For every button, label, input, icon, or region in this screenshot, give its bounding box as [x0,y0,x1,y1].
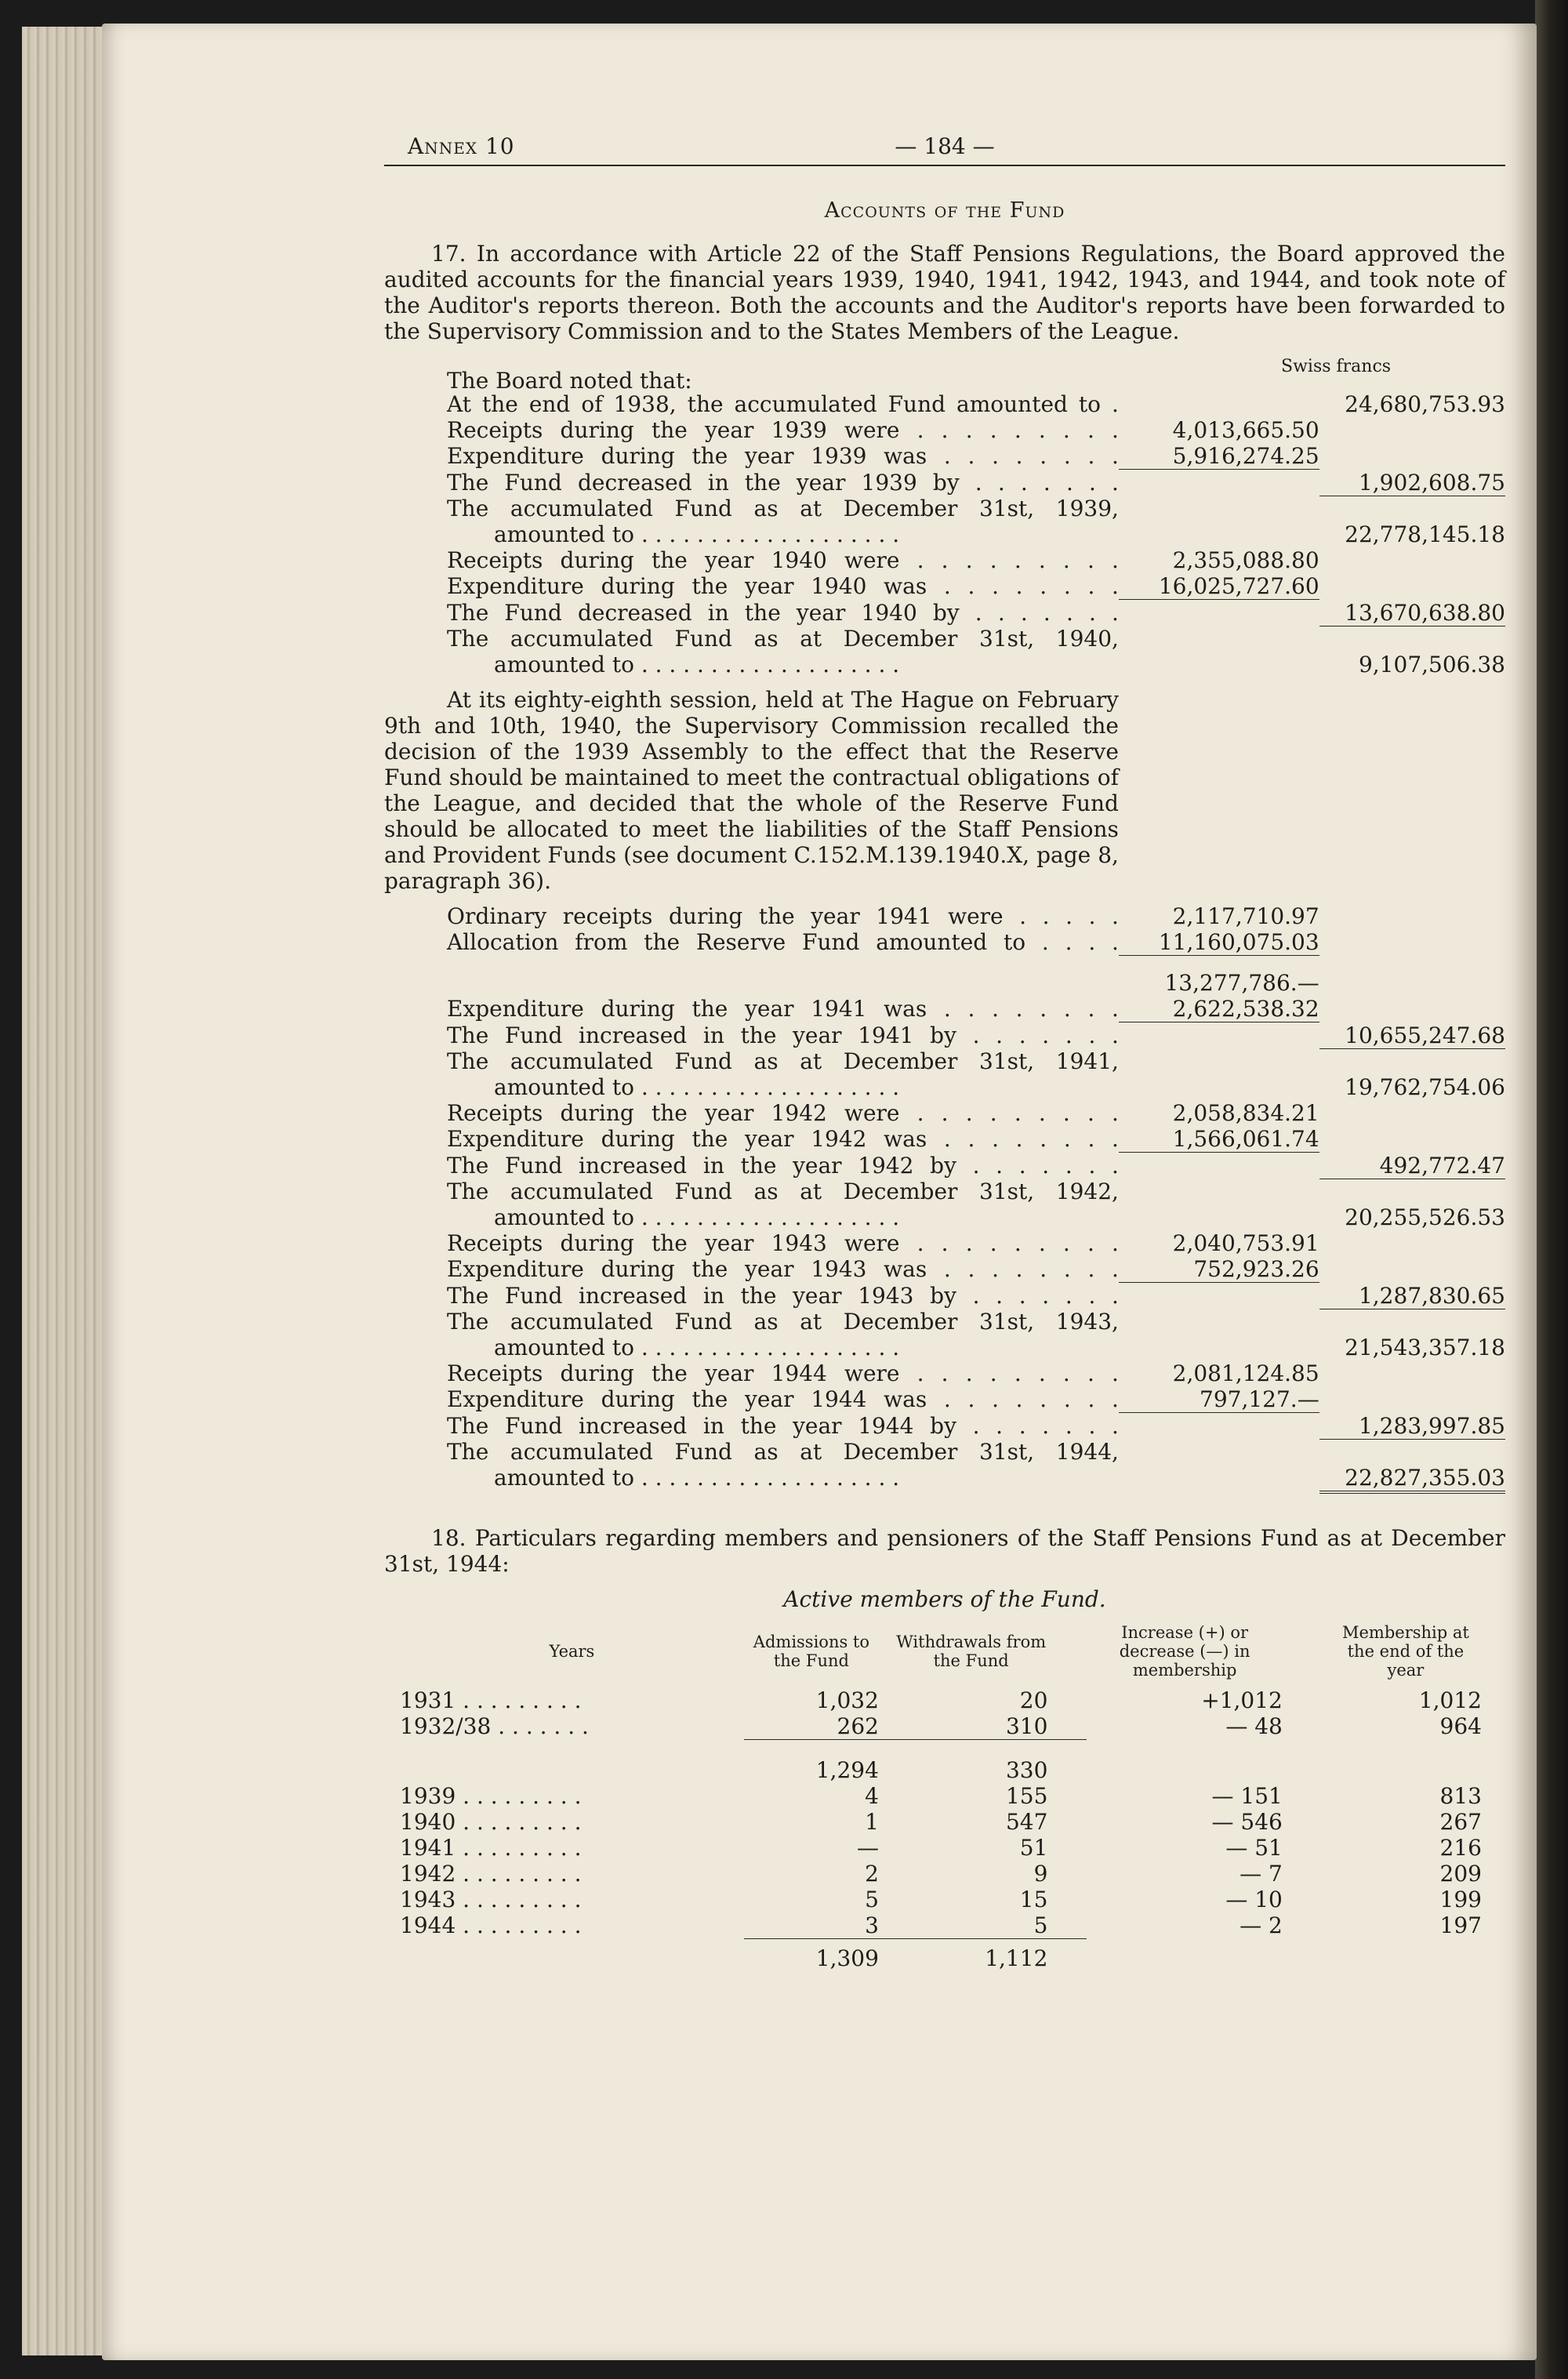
ledger-label-continued: amounted to . . . . . . . . . . . . . . . . . . . [494,521,900,547]
withdrawals-cell: 5 [895,1912,1087,1939]
ledger-amount: 2,622,538.32 [1119,996,1319,1022]
ledger-label: The Fund increased in the year 1944 by . . . . . . . [447,1412,1119,1439]
ledger-label: Receipts during the year 1942 were . . . . . . . . . [447,1100,1119,1126]
ledger-label-continued: amounted to . . . . . . . . . . . . . . . . . . . [494,1204,900,1230]
admissions-cell: — [856,1835,879,1861]
ledger-label-continued: amounted to . . . . . . . . . . . . . . . . . . . [494,1465,900,1491]
table-row [384,1713,1505,1740]
ledger-total: 1,287,830.65 [1319,1283,1505,1309]
ledger-row [384,391,1505,417]
ledger-row [384,1074,1505,1100]
total-row [384,1939,1505,1972]
ledger-label: The accumulated Fund as at December 31st, 1939, [447,496,1119,521]
ledger-label: The accumulated Fund as at December 31st, 1940, [447,626,1119,652]
table-row [384,1687,1505,1713]
withdrawals-total: 1,112 [985,1945,1048,1971]
year-cell: 1942 . . . . . . . . . [400,1861,582,1887]
table-row [384,1861,1505,1887]
ledger-total: 19,762,754.06 [1345,1074,1505,1100]
membership-cell: 199 [1439,1887,1482,1912]
ledger-label: The Fund decreased in the year 1939 by . . . . . . . [447,469,1119,496]
running-head [384,133,1505,166]
table-row [384,1912,1505,1939]
withdrawals-cell: 51 [1019,1835,1048,1861]
membership-cell: 813 [1439,1783,1482,1809]
document-page [102,24,1537,2360]
ledger-row [384,1100,1505,1126]
ledger-label: Allocation from the Reserve Fund amounted to . . . . [447,929,1119,955]
year-cell: 1943 . . . . . . . . . [400,1887,582,1912]
header-withdrawals: Withdrawals from the Fund [896,1633,1047,1670]
section-title: Accounts of the Fund [824,198,1065,223]
change-cell: — 10 [1225,1887,1283,1912]
withdrawals-cell: 155 [1005,1783,1048,1809]
ledger-label: Receipts during the year 1944 were . . . . . . . . . [447,1360,1119,1386]
ledger-label: Expenditure during the year 1943 was . . . . . . . . [447,1256,1119,1282]
paragraph-18: 18. Particulars regarding members and pensioners of the Staff Pensions Fund as at December 31st, 1944: [384,1525,1505,1577]
page-number: — 184 — [895,133,995,159]
ledger-row [384,1204,1505,1230]
board-noted-label: The Board noted that: [447,368,692,394]
admissions-total: 1,309 [815,1945,879,1971]
ledger-label: Receipts during the year 1943 were . . . . . . . . . [447,1230,1119,1256]
ledger-row [384,1309,1505,1335]
ledger-row [384,1230,1505,1256]
ledger-amount: 1,566,061.74 [1119,1126,1319,1153]
ledger-row [384,1153,1505,1179]
ledger-label: Ordinary receipts during the year 1941 were . . . . . [447,903,1119,929]
ledger-row [384,470,1505,496]
ledger-row [384,1413,1505,1440]
change-cell: — 48 [1225,1713,1283,1739]
ledger-label-continued: amounted to . . . . . . . . . . . . . . . . . . . [494,1335,900,1360]
membership-cell: 216 [1439,1835,1482,1861]
ledger-total: 492,772.47 [1319,1153,1505,1179]
change-cell: — 51 [1225,1835,1283,1861]
subtotal-row [384,1757,1505,1783]
membership-cell: 267 [1439,1809,1482,1835]
year-cell: 1941 . . . . . . . . . [400,1835,582,1861]
ledger-label: Expenditure during the year 1940 was . . . . . . . . [447,573,1119,599]
ledger-total: 22,778,145.18 [1345,521,1505,547]
ledger-label: The accumulated Fund as at December 31st, 1942, [447,1179,1119,1204]
ledger-row [384,1179,1505,1204]
admissions-cell: 1,032 [815,1687,879,1713]
ledger-row [384,417,1505,443]
ledger-amount: 16,025,727.60 [1119,573,1319,600]
book-page-edges [22,27,108,2355]
table-row [384,1783,1505,1809]
ledger-total: 20,255,526.53 [1345,1204,1505,1230]
members-table-title: Active members of the Fund. [783,1586,1106,1612]
change-cell: — 2 [1240,1912,1283,1938]
book-spine [1535,0,1568,2379]
ledger-header [384,354,1505,394]
ledger-row [384,443,1505,470]
ledger-label: Expenditure during the year 1942 was . . . . . . . . [447,1126,1119,1152]
ledger-label: The accumulated Fund as at December 31st, 1943, [447,1309,1119,1335]
membership-cell: 197 [1439,1912,1482,1938]
ledger-amount: 752,923.26 [1119,1256,1319,1283]
ledger-row [384,1283,1505,1309]
ledger-amount: 4,013,665.50 [1172,417,1319,443]
table-row [384,1809,1505,1835]
ledger-amount: 5,916,274.25 [1119,443,1319,470]
table-header-row [384,1623,1505,1687]
ledger-amount: 2,355,088.80 [1172,547,1319,573]
ledger-label-continued: amounted to . . . . . . . . . . . . . . . . . . . [494,652,900,677]
ledger-row [384,521,1505,547]
ledger-row [384,929,1505,956]
ledger-note-row [384,677,1505,903]
header-change: Increase (+) or decrease (—) in membership [1119,1623,1250,1680]
ledger-total: 13,670,638.80 [1319,600,1505,627]
ledger-row [384,547,1505,573]
ledger-row [384,652,1505,677]
withdrawals-cell: 20 [1019,1687,1048,1713]
header-years: Years [549,1642,595,1661]
membership-cell: 1,012 [1418,1687,1482,1713]
ledger-amount: 797,127.— [1119,1386,1319,1413]
ledger-label: The accumulated Fund as at December 31st, 1941, [447,1048,1119,1074]
header-membership: Membership at the end of the year [1342,1623,1469,1680]
ledger-row [384,1022,1505,1049]
admissions-subtotal: 1,294 [815,1757,879,1783]
ledger-amount: 2,058,834.21 [1172,1100,1319,1126]
ledger-total: 1,283,997.85 [1319,1413,1505,1440]
ledger-label: The Fund increased in the year 1943 by . . . . . . . [447,1282,1119,1309]
admissions-cell: 3 [744,1912,895,1939]
ledger-amount: 2,117,710.97 [1172,903,1319,929]
year-cell: 1940 . . . . . . . . . [400,1809,582,1835]
table-row [384,1835,1505,1861]
table-row [384,1887,1505,1912]
ledger-label: The accumulated Fund as at December 31st, 1944, [447,1439,1119,1465]
ledger-label: The Fund increased in the year 1941 by . . . . . . . [447,1022,1119,1048]
currency-label: Swiss francs [1281,357,1392,376]
ledger-total: 10,655,247.68 [1319,1022,1505,1049]
ledger-final-total: 22,827,355.03 [1319,1465,1505,1492]
ledger-total: 21,543,357.18 [1345,1335,1505,1360]
ledger-row [384,1439,1505,1465]
ledger-label: Expenditure during the year 1944 was . . . . . . . . [447,1386,1119,1412]
ledger-amount: 11,160,075.03 [1119,929,1319,956]
membership-cell: 209 [1439,1861,1482,1887]
page-content [384,133,1505,1971]
ledger-row [384,1126,1505,1153]
admissions-cell: 5 [865,1887,879,1912]
ledger-row [384,600,1505,627]
change-cell: — 151 [1211,1783,1283,1809]
ledger-row [384,1048,1505,1074]
year-cell: 1931 . . . . . . . . . [400,1687,582,1713]
ledger-row [384,996,1505,1022]
fund-ledger-table [384,391,1505,1494]
ledger-row [384,496,1505,521]
ledger-amount: 2,040,753.91 [1172,1230,1319,1256]
paragraph-17: 17. In accordance with Article 22 of the Staff Pensions Regulations, the Board approved the audited accounts for the financial years 1939, 1940, 1941, 1942, 1943, and 1944, and took note of the Auditor's reports thereon. Both the accounts and the Auditor's reports have been forwarded to the Supervisory Commission and to the States Members of the League. [384,241,1505,344]
ledger-label: Receipts during the year 1939 were . . . . . . . . . [447,417,1119,443]
ledger-row [384,970,1505,996]
ledger-label-continued: amounted to . . . . . . . . . . . . . . . . . . . [494,1074,900,1100]
ledger-row [384,573,1505,600]
admissions-cell: 262 [744,1713,895,1740]
admissions-cell: 2 [865,1861,879,1887]
ledger-total: 1,902,608.75 [1319,470,1505,496]
ledger-amount: 2,081,124.85 [1172,1360,1319,1386]
ledger-row [384,1335,1505,1360]
ledger-row [384,903,1505,929]
ledger-total: 9,107,506.38 [1358,652,1505,677]
year-cell: 1944 . . . . . . . . . [400,1912,582,1938]
ledger-label: Expenditure during the year 1939 was . . . . . . . . [447,443,1119,469]
header-admissions: Admissions to the Fund [753,1633,870,1670]
withdrawals-subtotal: 330 [1005,1757,1048,1783]
ledger-row [384,1386,1505,1413]
admissions-cell: 1 [865,1809,879,1835]
withdrawals-cell: 547 [1005,1809,1048,1835]
ledger-row [384,1360,1505,1386]
change-cell: +1,012 [1201,1687,1283,1713]
ledger-row [384,1465,1505,1492]
withdrawals-cell: 15 [1019,1887,1048,1912]
year-cell: 1932/38 . . . . . . . [400,1713,589,1739]
ledger-label: The Fund decreased in the year 1940 by . . . . . . . [447,599,1119,626]
supervisory-commission-note: At its eighty-eighth session, held at The Hague on February 9th and 10th, 1940, the Supervisory Commission recalled the decision of the 1939 Assembly to the effect that the Reserve Fund should be maintained to meet the contractual obligations of the League, and decided that the whole of the Reserve Fund should be allocated to meet the liabilities of the Staff Pensions and Provident Funds (see document C.152.M.139.1940.X, page 8, paragraph 36). [384,687,1119,894]
active-members-table [384,1623,1505,1971]
ledger-label: At the end of 1938, the accumulated Fund amounted to . [447,391,1119,417]
annex-label: Annex 10 [408,133,515,159]
change-cell: — 546 [1211,1809,1283,1835]
ledger-row [384,1256,1505,1283]
ledger-label: The Fund increased in the year 1942 by . . . . . . . [447,1152,1119,1179]
ledger-label: Expenditure during the year 1941 was . . . . . . . . [447,996,1119,1022]
withdrawals-cell: 310 [895,1713,1087,1740]
membership-cell: 964 [1439,1713,1482,1739]
withdrawals-cell: 9 [1033,1861,1048,1887]
change-cell: — 7 [1240,1861,1283,1887]
year-cell: 1939 . . . . . . . . . [400,1783,582,1809]
ledger-label: Receipts during the year 1940 were . . . . . . . . . [447,547,1119,573]
ledger-subtotal: 13,277,786.— [1164,970,1319,996]
admissions-cell: 4 [865,1783,879,1809]
ledger-row [384,626,1505,652]
ledger-total: 24,680,753.93 [1345,391,1505,417]
